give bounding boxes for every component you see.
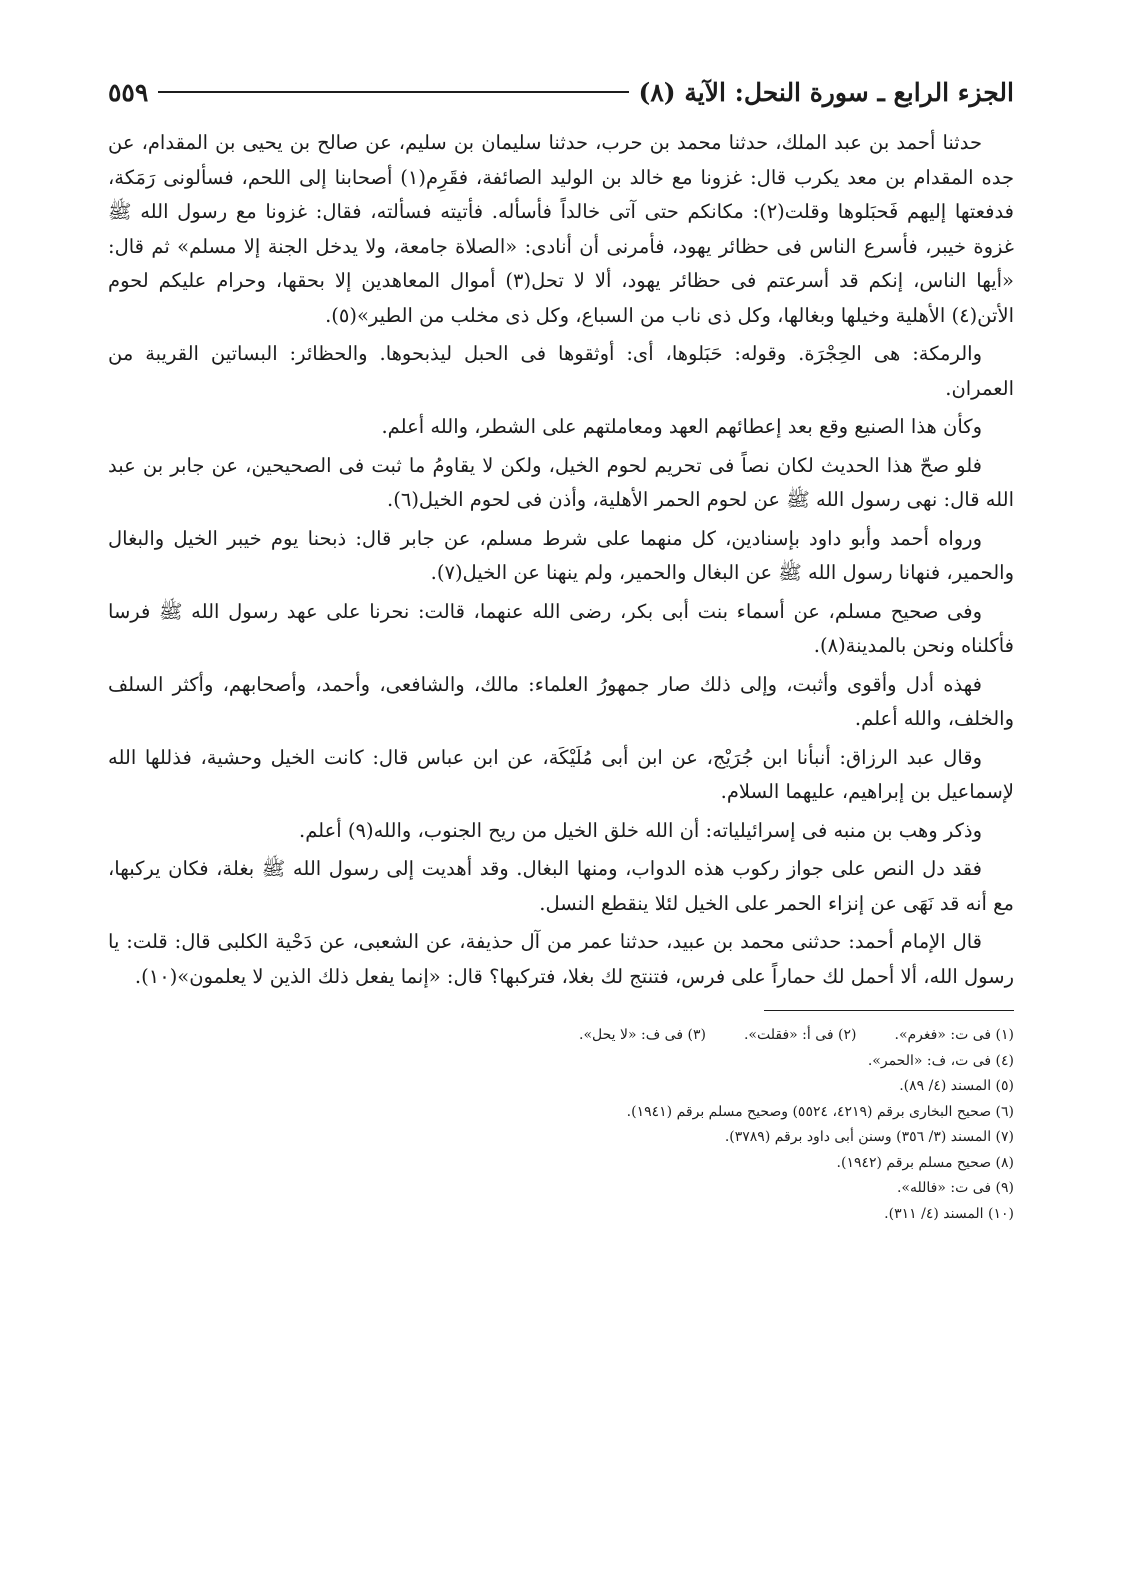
footnote: (٧) المسند (٣/ ٣٥٦) وسنن أبى داود برقم (٣٧٨٩). [724, 1129, 1014, 1145]
footnote: (٦) صحيح البخارى برقم (٤٢١٩، ٥٥٢٤) وصحيح مسلم برقم (١٩٤١). [626, 1103, 1014, 1120]
paragraph: فهذه أدل وأقوى وأثبت، وإلى ذلك صار جمهورُ العلماء: مالك، والشافعى، وأحمد، وأصحابهم، وأكثر السلف والخلف، والله أعلم. [108, 672, 1014, 730]
footnote: (١) فى ت: «فغرم». [894, 1027, 1014, 1043]
footnote: (٩) فى ت: «فالله». [896, 1180, 1014, 1196]
footnotes [108, 1023, 1014, 1227]
footnote-divider [764, 1010, 1014, 1011]
paragraph: قال الإمام أحمد: حدثنى محمد بن عبيد، حدثنا عمر من آل حذيفة، عن الشعبى، عن دَحْية الكلبى قال: قلت: يا رسول الله، ألا أحمل لك حماراً على فرس، فتنتج لك بغلا، فتركبها؟ قال: «إنما يفعل ذلك الذين لا يعلمون»(١٠). [108, 930, 1014, 988]
footnote: (٣) فى ف: «لا يحل». [579, 1027, 706, 1043]
paragraph: ورواه أحمد وأبو داود بإسنادين، كل منهما على شرط مسلم، عن جابر قال: ذبحنا يوم خيبر الخيل والبغال والحمير، فنهانا رسول الله ﷺ عن البغال والحمير، ولم ينهنا عن الخيل(٧). [108, 526, 1014, 584]
paragraph: وقال عبد الرزاق: أنبأنا ابن جُرَيْج، عن ابن أبى مُلَيْكَة، عن ابن عباس قال: كانت الخيل وحشية، فذللها الله لإسماعيل بن إبراهيم، عليهما السلام. [108, 745, 1014, 803]
footnote: (٢) فى أ: «فقلت». [743, 1027, 857, 1043]
footnote: (٨) صحيح مسلم برقم (١٩٤٢). [836, 1154, 1014, 1171]
paragraph: وفى صحيح مسلم، عن أسماء بنت أبى بكر، رضى الله عنهما، قالت: نحرنا على عهد رسول الله ﷺ فرسا فأكلناه ونحن بالمدينة(٨). [108, 599, 1014, 657]
main-text [108, 126, 1014, 994]
header-rule [158, 91, 628, 93]
paragraph: وذكر وهب بن منبه فى إسرائيلياته: أن الله خلق الخيل من ريح الجنوب، والله(٩) أعلم. [299, 818, 982, 842]
running-header [108, 70, 1014, 114]
footnote-row [108, 1023, 1014, 1049]
paragraph: وكأن هذا الصنيع وقع بعد إعطائهم العهد ومعاملتهم على الشطر، والله أعلم. [381, 415, 982, 438]
footnote: (٤) فى ت، ف: «الحمر». [867, 1052, 1014, 1069]
paragraph: والرمكة: هى الحِجْرَة. وقوله: حَبَلوها، أى: أوثقوها فى الحبل ليذبحوها. والحظائر: البساتين القريبة من العمران. [108, 342, 1014, 400]
paragraph: حدثنا أحمد بن عبد الملك، حدثنا محمد بن حرب، حدثنا سليمان بن سليم، عن صالح بن يحيى بن المقدام، عن جده المقدام بن معد يكرب قال: غزونا مع خالد بن الوليد الصائفة، فقَرِم(١) أصحابنا إلى اللحم، فسألونى رَمَكة، فدفعتها إليهم فَحبَلوها وقلت(٢): مكانكم حتى آتى خالداً فأسأله. فأتيته فسألته، فقال: غزونا مع رسول الله ﷺ غزوة خيبر، فأسرع الناس فى حظائر يهود، فأمرنى أن أنادى: «الصلاة جامعة، ولا يدخل الجنة إلا مسلم» ثم قال: «أيها الناس، إنكم قد أسرعتم فى حظائر يهود، ألا لا تحل(٣) أموال المعاهدين إلا بحقها، وحرام عليكم لحوم الأتن(٤) الأهلية وخيلها وبغالها، وكل ذى ناب من السباع، وكل ذى مخلب من الطير»(٥). [108, 131, 1014, 327]
paragraph: فقد دل النص على جواز ركوب هذه الدواب، ومنها البغال. وقد أهديت إلى رسول الله ﷺ بغلة، فكان يركبها، مع أنه قد نَهَى عن إنزاء الحمر على الخيل لئلا ينقطع النسل. [108, 857, 1014, 915]
footnote: (٥) المسند (٤/ ٨٩). [899, 1078, 1014, 1094]
footnote: (١٠) المسند (٤/ ٣١١). [884, 1205, 1014, 1222]
book-page [108, 70, 1014, 1227]
page-number: ٥٥٩ [108, 77, 149, 107]
paragraph: فلو صحّ هذا الحديث لكان نصاً فى تحريم لحوم الخيل، ولكن لا يقاومُ ما ثبت فى الصحيحين، عن جابر بن عبد الله قال: نهى رسول الله ﷺ عن لحوم الحمر الأهلية، وأذن فى لحوم الخيل(٦). [108, 453, 1014, 511]
header-title: الجزء الرابع ـ سورة النحل: الآية (٨) [638, 77, 1014, 107]
